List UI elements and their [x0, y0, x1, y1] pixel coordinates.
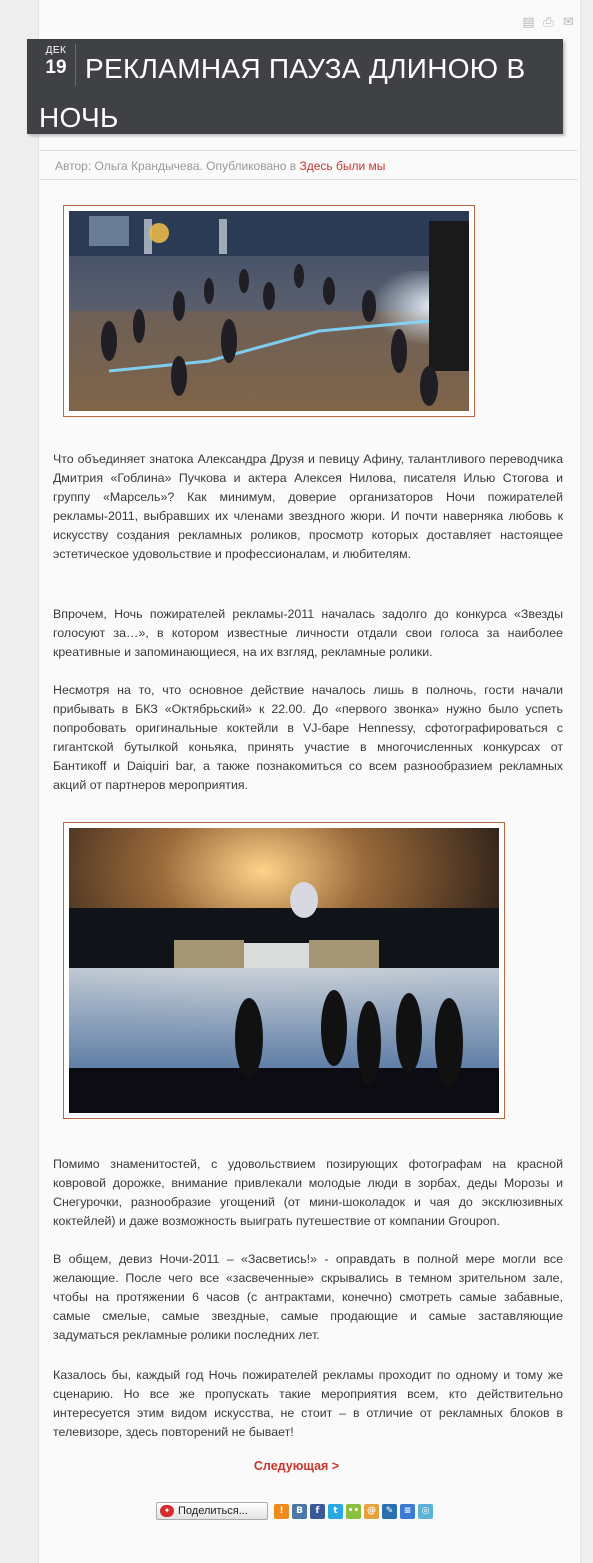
photo-hennessy-bar-image — [69, 828, 499, 1113]
moikrug-icon[interactable]: •• — [346, 1504, 361, 1519]
twitter-icon[interactable]: t — [328, 1504, 343, 1519]
paragraph-3: Несмотря на то, что основное действие началось лишь в полночь, гости начали прибывать в БКЗ «Октябрьский» к 22.00. До «первого звонка» нужно было успеть попробовать оригинальные коктейли в VJ-баре Hennessy, сфотографироваться с гигантской бутылкой коньяка, принять участие в многочисленных конкурсах от Бантикoff и Daiquiri bar, а также познакомиться со всем разнообразием рекламных акций от партнеров мероприятия. — [53, 683, 563, 792]
mail-agent-icon[interactable]: @ — [364, 1504, 379, 1519]
photo-crowd-hall — [63, 205, 475, 417]
share-button-label: Поделиться... — [178, 1505, 248, 1517]
paragraph-4: Помимо знаменитостей, с удовольствием позирующих фотографам на красной ковровой дорожке, внимание привлекали молодые люди в зорбах, деды Морозы и Снегурочки, разнообразие угощений (от мини-шоколадок и чая до эксклюзивных коктейлей) и даже возможность выиграть путешествие от компании Groupon. — [53, 1157, 563, 1228]
liveinternet-icon[interactable]: ≡ — [400, 1504, 415, 1519]
photo-crowd-hall-image — [69, 211, 469, 411]
date-day: 19 — [45, 57, 67, 78]
author-text: Автор: Ольга Крандычева. Опубликовано в — [55, 159, 297, 173]
paragraph-6: Казалось бы, каждый год Ночь пожирателей рекламы проходит по одному и тому же сценарию. Но все же пропускать такие мероприятия всем, кто действительно интересуется этим видом искусства, не стоит – в отличие от рекламных блоков в телевизоре, здесь повторений не бывает! — [53, 1368, 563, 1439]
vkontakte-icon[interactable]: B — [292, 1504, 307, 1519]
print-icon[interactable]: ⎙ — [543, 15, 554, 30]
category-link[interactable]: Здесь были мы — [299, 159, 386, 173]
page-title: РЕКЛАМНАЯ ПАУЗА ДЛИНОЮ В НОЧЬ — [39, 53, 526, 133]
share-bar — [156, 1502, 433, 1520]
date-month: ДЕК — [45, 45, 67, 56]
article-tools — [521, 16, 576, 30]
email-icon[interactable]: ✉ — [563, 15, 574, 30]
paragraph-5: В общем, девиз Ночи-2011 – «Засветись!» - оправдать в полной мере могли все желающие. После чего все «засвеченные» скрывались в темном зрительном зале, чтобы на протяжении 6 часов (с антрактами, конечно) смотреть самые забавные, самые смелые, самые звездные, самые продающие и самые заставляющие задуматься рекламные ролики последних лет. — [53, 1252, 563, 1342]
title-banner — [27, 39, 563, 134]
livejournal-icon[interactable]: ✎ — [382, 1504, 397, 1519]
photo-hennessy-bar — [63, 822, 505, 1119]
odnoklassniki-icon[interactable]: ! — [274, 1504, 289, 1519]
share-icons — [274, 1504, 433, 1519]
paragraph-1: Что объединяет знатока Александра Друзя и певицу Афину, талантливого переводчика Дмитрия «Гоблина» Пучкова и актера Алексея Нилова, писателя Илью Стогова и группу «Марсель»? Как минимум, доверие организаторов Ночи пожирателей рекламы-2011, выбравших их членами звездного жюри. И почти наверняка любовь к искусству создания рекламных роликов, просмотр которых доставляет настоящее эстетическое удовольствие и профессионалам, и любителям. — [53, 452, 563, 561]
blogger-icon[interactable]: ◎ — [418, 1504, 433, 1519]
post-meta — [39, 150, 578, 180]
share-logo-icon: ✦ — [160, 1505, 174, 1517]
share-button[interactable] — [156, 1502, 268, 1520]
pdf-icon[interactable]: ▤ — [522, 15, 535, 30]
facebook-icon[interactable]: f — [310, 1504, 325, 1519]
next-article-link[interactable]: Следующая > — [253, 1459, 340, 1473]
paragraph-2: Впрочем, Ночь пожирателей рекламы-2011 началась задолго до конкурса «Звезды голосуют за…», в котором известные личности отдали свои голоса за наиболее креативные и запоминающиеся, на их взгляд, рекламные ролики. — [53, 607, 563, 659]
